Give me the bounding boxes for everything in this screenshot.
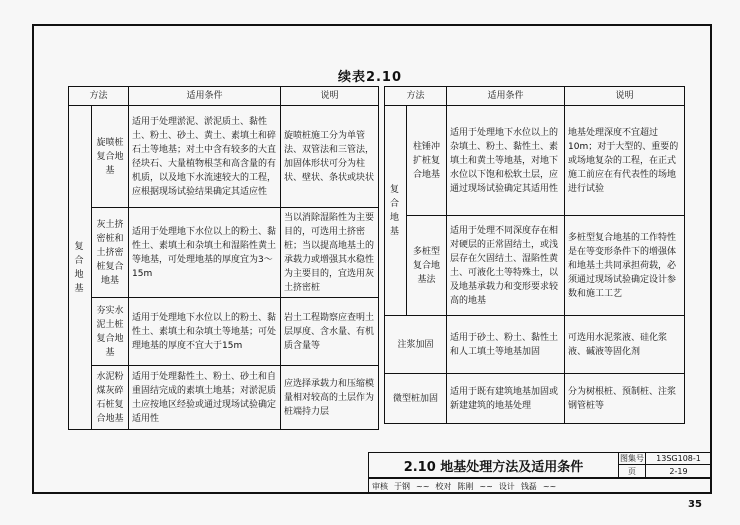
method-cell: 柱锤冲扩桩复合地基 — [407, 106, 447, 216]
left-table — [68, 86, 379, 430]
notes-cell: 地基处理深度不宜超过10m；对于大型的、重要的或场地复杂的工程，在正式施工前应在有代表性的场地进行试验 — [565, 106, 685, 216]
method-cell: 注浆加固 — [385, 316, 447, 374]
notes-cell: 岩土工程勘察应查明土层厚度、含水量、有机质含量等 — [281, 298, 379, 366]
notes-cell: 多桩型复合地基的工作特性是在等变形条件下的增强体和地基土共同承担荷载，必须通过现场试验确定设计参数和施工工艺 — [565, 216, 685, 316]
reviewer-name: 于钢 — [394, 481, 410, 491]
conditions-cell: 适用于处理地下水位以上的粉土、黏性土、素填土和杂填土等地基；可处理地基的厚度不宜大于15m — [129, 298, 281, 366]
method-cell: 旋喷桩复合地基 — [92, 106, 129, 208]
header-notes: 说明 — [281, 87, 379, 106]
design-label: 设计 — [498, 481, 515, 491]
header-conditions: 适用条件 — [447, 87, 565, 106]
group-label: 复合地基 — [385, 106, 407, 316]
notes-cell: 可选用水泥浆液、硅化浆液、碱液等固化剂 — [565, 316, 685, 374]
sheet-number: 2-19 — [645, 464, 712, 478]
title-block-grid — [618, 452, 712, 478]
method-cell: 灰土挤密桩和土挤密桩复合地基 — [92, 208, 129, 298]
atlas-number: 13SG108-1 — [645, 452, 712, 465]
right-table — [384, 86, 685, 424]
check-label: 校对 — [435, 481, 452, 491]
conditions-cell: 适用于处理地下水位以上的杂填土、粉土、黏性土、素填土和黄土等地基，对地下水位以下饱和松软土层，应通过现场试验确定其适用性 — [447, 106, 565, 216]
title-block — [368, 452, 712, 494]
signature-row — [368, 478, 712, 494]
conditions-cell: 适用于处理淤泥、淤泥质土、黏性土、粉土、砂土、黄土、素填土和碎石土等地基；对土中含有较多的大直径块石、大量植物根茎和高含量的有机质，以及地下水流速较大的工程，应根据现场试验结果确定其适应性 — [129, 106, 281, 208]
page-number: 35 — [688, 499, 702, 510]
notes-cell: 应选择承载力和压缩模量相对较高的土层作为桩端持力层 — [281, 366, 379, 430]
designer-name: 钱磊 — [520, 481, 537, 491]
header-method: 方法 — [385, 87, 447, 106]
designer-signature: ~~ — [542, 481, 557, 491]
method-cell: 多桩型复合地基法 — [407, 216, 447, 316]
header-method: 方法 — [69, 87, 129, 106]
conditions-cell: 适用于砂土、粉土、黏性土和人工填土等地基加固 — [447, 316, 565, 374]
conditions-cell: 适用于处理不同深度存在相对硬层的正常固结土，或浅层存在欠固结土、湿陷性黄土、可液化土等特殊土，以及地基承载力和变形要求较高的地基 — [447, 216, 565, 316]
reviewer-signature: ~~ — [416, 481, 430, 491]
atlas-label: 图集号 — [620, 454, 644, 463]
method-cell: 微型桩加固 — [385, 374, 447, 424]
review-label: 审核 — [372, 481, 388, 491]
conditions-cell: 适用于既有建筑地基加固或新建建筑的地基处理 — [447, 374, 565, 424]
page-label: 页 — [618, 464, 646, 478]
header-notes: 说明 — [565, 87, 685, 106]
method-cell: 水泥粉煤灰碎石桩复合地基 — [92, 366, 129, 430]
notes-cell: 分为树根桩、预制桩、注浆钢管桩等 — [565, 374, 685, 424]
table-title: 续表2.10 — [337, 70, 403, 85]
conditions-cell: 适用于处理黏性土、粉土、砂土和自重固结完成的素填土地基；对淤泥质土应按地区经验或通过现场试验确定适用性 — [129, 366, 281, 430]
method-cell: 夯实水泥土桩复合地基 — [92, 298, 129, 366]
notes-cell: 当以消除湿陷性为主要目的，可选用土挤密桩；当以提高地基土的承载力或增强其水稳性为主要目的，宜选用灰土挤密桩 — [281, 208, 379, 298]
checker-signature: ~~ — [479, 481, 493, 491]
drawing-title: 2.10 地基处理方法及适用条件 — [368, 452, 618, 478]
conditions-cell: 适用于处理地下水位以上的粉土、黏性土、素填土和杂填土和湿陷性黄土等地基，可处理地基的厚度宜为3～15m — [129, 208, 281, 298]
notes-cell: 旋喷桩施工分为单管法、双管法和三管法，加固体形状可分为柱状、壁状、条状或块状 — [281, 106, 379, 208]
header-conditions: 适用条件 — [129, 87, 281, 106]
group-label: 复合地基 — [69, 106, 92, 430]
checker-name: 陈刚 — [457, 481, 474, 491]
